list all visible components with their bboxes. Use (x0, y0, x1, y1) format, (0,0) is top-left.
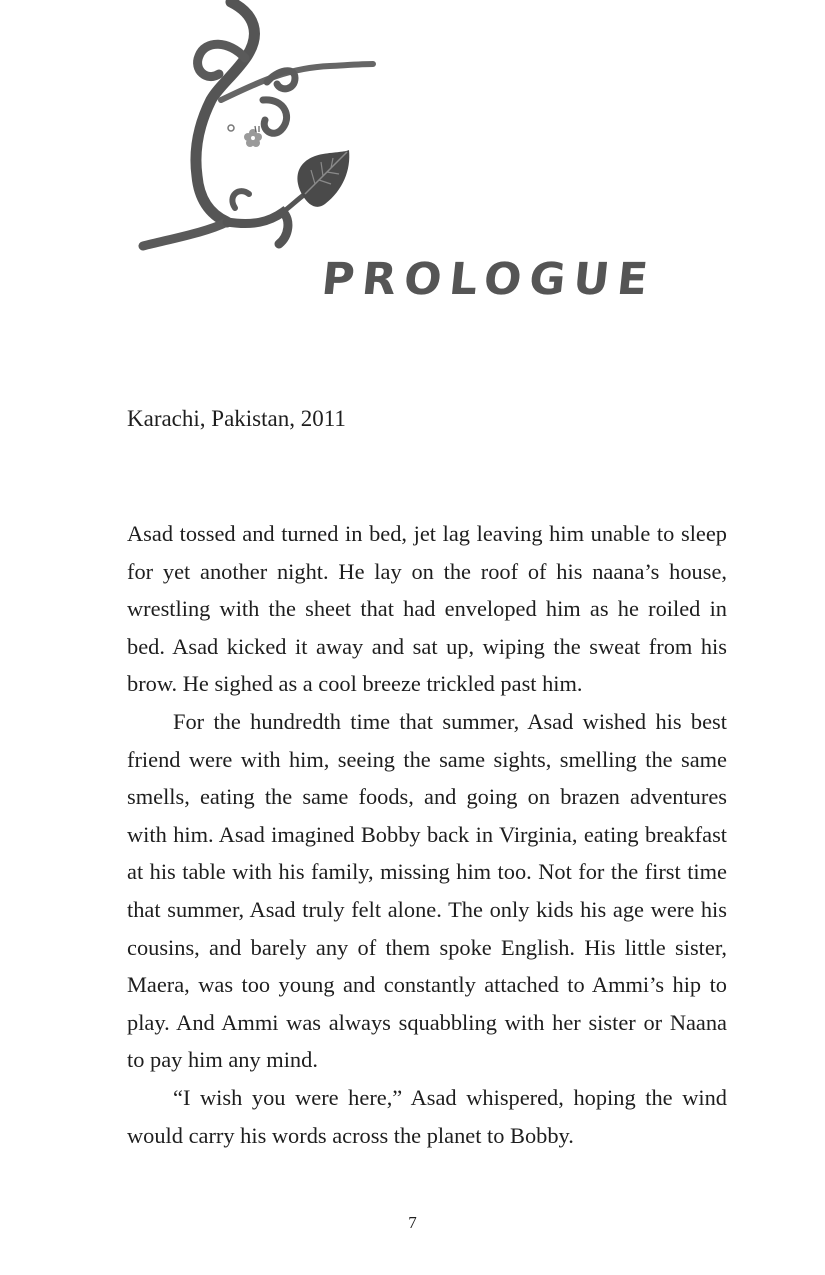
paragraph-1: Asad tossed and turned in bed, jet lag leaving him unable to sleep for yet another night. He lay on the roof of his naana’s house, wrestling with the sheet that had enveloped him as he roiled in bed. Asad kicked it away and sat up, wiping the sweat from his brow. He sighed as a cool breeze trickled past him. (127, 521, 727, 697)
page-number: 7 (408, 1213, 417, 1232)
paragraph-3: “I wish you were here,” Asad whispered, hoping the wind would carry his words across the planet to Bobby. (127, 1084, 727, 1148)
chapter-title: PROLOGUE (319, 254, 659, 305)
vine-leaf-ornament-icon (135, 0, 385, 255)
chapter-body (127, 515, 727, 1154)
dateline: Karachi, Pakistan, 2011 (127, 406, 346, 431)
paragraph-2: For the hundredth time that summer, Asad wished his best friend were with him, seeing the same sights, smelling the same smells, eating the same foods, and going on brazen adventures with him. Asad imagined Bobby back in Virginia, eating breakfast at his table with his family, missing him too. Not for the first time that summer, Asad truly felt alone. The only kids his age were his cousins, and barely any of them spoke English. His little sister, Maera, was too young and constantly attached to Ammi’s hip to play. And Ammi was always squabbling with her sister or Naana to pay him any mind. (127, 708, 727, 1073)
